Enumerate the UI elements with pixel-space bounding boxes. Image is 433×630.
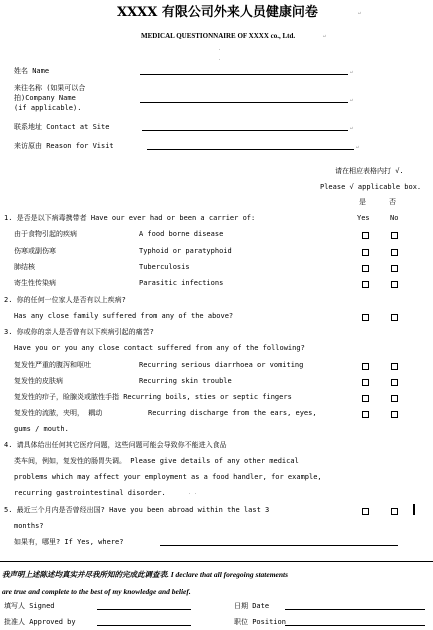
q1-item-3-en: Tuberculosis xyxy=(139,263,190,271)
q1-item-2-yes-checkbox[interactable] xyxy=(362,249,369,256)
q3-discharge-en-2: gums / mouth. xyxy=(14,425,69,433)
q3-item-1-cn: 复发性严重的腹泻和呕吐 xyxy=(14,361,91,369)
q2-no-checkbox[interactable] xyxy=(391,314,398,321)
section-divider xyxy=(0,561,433,562)
q1-item-2-no-checkbox[interactable] xyxy=(391,249,398,256)
company-label-line-3: (if applicable). xyxy=(14,104,82,112)
question-4-line-3: problems which may affect your employment as a food handler, for example, xyxy=(14,473,322,481)
q5-no-checkbox[interactable] xyxy=(391,508,398,515)
q3-item-3-yes-checkbox[interactable] xyxy=(362,395,369,402)
paragraph-mark: . xyxy=(218,46,222,52)
q1-item-3-yes-checkbox[interactable] xyxy=(362,265,369,272)
q3-item-1-no-checkbox[interactable] xyxy=(391,363,398,370)
q1-item-1-cn: 由于食物引起的疾病 xyxy=(14,230,77,238)
q5-where-field[interactable] xyxy=(160,545,398,546)
position-label: 职位 Position xyxy=(234,618,286,626)
q1-item-4-no-checkbox[interactable] xyxy=(391,281,398,288)
address-field[interactable] xyxy=(142,130,348,131)
q1-item-2-en: Typhoid or paratyphoid xyxy=(139,247,232,255)
q3-item-1-yes-checkbox[interactable] xyxy=(362,363,369,370)
company-field[interactable] xyxy=(140,102,348,103)
q3-item-3-no-checkbox[interactable] xyxy=(391,395,398,402)
q5-yes-checkbox[interactable] xyxy=(362,508,369,515)
instruction-en: Please √ applicable box. xyxy=(320,183,422,191)
company-label-line-1: 来往名称 (如果可以合 xyxy=(14,84,86,92)
paragraph-mark: ↵ xyxy=(350,125,354,131)
no-header-en: No xyxy=(390,214,399,222)
address-label: 联系地址 Contact at Site xyxy=(14,123,110,131)
declaration-line-2: are true and complete to the best of my knowledge and belief. xyxy=(2,587,191,596)
q3-item-2-en: Recurring skin trouble xyxy=(139,377,232,385)
q1-item-3-cn: 肺结核 xyxy=(14,263,35,271)
signed-field[interactable] xyxy=(97,609,191,610)
page-subtitle: MEDICAL QUESTIONNAIRE OF XXXX co., Ltd. xyxy=(141,32,296,40)
date-label: 日期 Date xyxy=(234,602,270,610)
q3-discharge-en: Recurring discharge from the ears, eyes, xyxy=(148,409,317,417)
paragraph-mark: ↵ xyxy=(350,69,354,75)
paragraph-mark: ↵ xyxy=(350,97,354,103)
paragraph-mark: . xyxy=(218,56,222,62)
date-field[interactable] xyxy=(285,609,425,610)
question-4-line-4: recurring gastrointestinal disorder. xyxy=(14,489,166,497)
reason-label: 来访原由 Reason for Visit xyxy=(14,142,114,150)
paragraph-mark: ↵ xyxy=(358,10,362,16)
text-cursor xyxy=(413,504,415,515)
question-4-line-1: 4. 请具体给出任何其它医疗问题，这些问题可能会导致你不能进入食品 xyxy=(4,441,227,449)
q3-item-2-yes-checkbox[interactable] xyxy=(362,379,369,386)
q1-item-4-yes-checkbox[interactable] xyxy=(362,281,369,288)
company-label-line-2: 拍)Company Name xyxy=(14,94,76,102)
q1-item-1-en: A food borne disease xyxy=(139,230,224,238)
reason-field[interactable] xyxy=(147,149,354,150)
question-4-line-2: 类车间，例如，复发性的肠胃失调。 Please give details of any other medical xyxy=(14,457,299,465)
question-3-en: Have you or you any close contact suffered from any of the following? xyxy=(14,344,305,352)
page-title: XXXX 有限公司外来人员健康问卷 xyxy=(117,5,318,20)
q3-item-4-yes-checkbox[interactable] xyxy=(362,411,369,418)
name-label: 姓名 Name xyxy=(14,67,50,75)
question-2-en: Has any close family suffered from any of the above? xyxy=(14,312,234,320)
q1-item-4-cn: 寄生性传染病 xyxy=(14,279,56,287)
q3-item-2-cn: 复发性的皮肤病 xyxy=(14,377,63,385)
question-1-label: 1. 是否是以下病毒携带者 Have our ever had or been a carrier of: xyxy=(4,214,256,222)
q3-item-2-no-checkbox[interactable] xyxy=(391,379,398,386)
question-5-line-2: months? xyxy=(14,522,44,530)
position-field[interactable] xyxy=(285,625,425,626)
dots-mark: . . xyxy=(188,490,198,496)
q3-item-1-en: Recurring serious diarrhoea or vomiting xyxy=(139,361,304,369)
paragraph-mark: ↵ xyxy=(323,33,327,39)
paragraph-mark: ↵ xyxy=(356,144,360,150)
question-3-label: 3. 你或你的亲人是否曾有以下疾病引起的痛苦? xyxy=(4,328,154,336)
q1-item-1-yes-checkbox[interactable] xyxy=(362,232,369,239)
signed-label: 填写人 Signed xyxy=(4,602,55,610)
instruction-cn: 请在相应表格内打 √. xyxy=(335,167,404,175)
q1-item-1-no-checkbox[interactable] xyxy=(391,232,398,239)
declaration-line-1: 我声明上述陈述均真实并尽我所知的完成此调查表. I declare that all foregoing statements xyxy=(2,570,289,579)
approved-field[interactable] xyxy=(97,625,191,626)
q1-item-2-cn: 伤寒或副伤寒 xyxy=(14,247,56,255)
yes-header-cn: 是 xyxy=(359,198,366,206)
q2-yes-checkbox[interactable] xyxy=(362,314,369,321)
q3-item-3-text: 复发性的疖子，睑腺炎或脓性手指 Recurring boils, sties or septic fingers xyxy=(14,393,292,401)
q1-item-4-en: Parasitic infections xyxy=(139,279,224,287)
question-2-label: 2. 你的任何一位家人是否有以上疾病? xyxy=(4,296,126,304)
q3-item-4-no-checkbox[interactable] xyxy=(391,411,398,418)
approved-label: 批准人 Approved by xyxy=(4,618,76,626)
q1-item-3-no-checkbox[interactable] xyxy=(391,265,398,272)
q5-where-label: 如果有，哪里? If Yes, where? xyxy=(14,538,124,546)
q3-discharge-cn: 复发性的流脓，夹明， 耦动 xyxy=(14,409,103,417)
name-field[interactable] xyxy=(140,74,348,75)
no-header-cn: 否 xyxy=(389,198,396,206)
yes-header-en: Yes xyxy=(357,214,370,222)
question-5-line-1: 5. 最近三个月内是否曾经出国? Have you been abroad within the last 3 xyxy=(4,506,270,514)
